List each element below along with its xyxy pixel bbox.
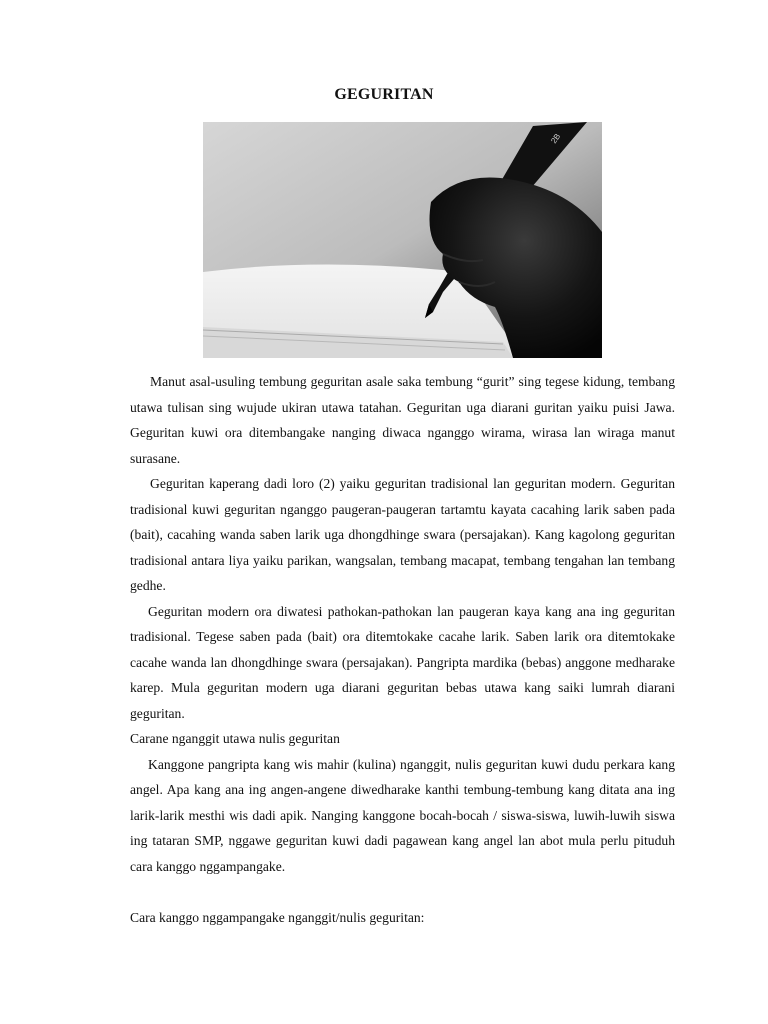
- pencil-label: 2B: [549, 131, 563, 146]
- document-body: [130, 369, 675, 930]
- paragraph-3: Geguritan modern ora diwatesi pathokan-pathokan lan paugeran kaya kang ana ing geguritan tradisional. Tegese saben pada (bait) ora ditemtokake cacahe larik. Saben larik ora ditemtokake cacahe wanda lan dhongdhinge swara (persajakan). Pangripta mardika (bebas) anggone medharake karep. Mula geguritan modern uga diarani geguritan bebas utawa kang saiki lumrah diarani geguritan.: [130, 603, 675, 721]
- document-title: GEGURITAN: [334, 86, 434, 103]
- section-heading-1: Carane nganggit utawa nulis geguritan: [130, 731, 340, 746]
- paragraph-1: Manut asal-usuling tembung geguritan asale saka tembung “gurit” sing tegese kidung, tembang utawa tulisan sing wujude ukiran utawa tatahan. Geguritan uga diarani guritan yaiku puisi Jawa. Geguritan kuwi ora ditembangake nanging diwaca nganggo wirama, wirasa lan wiraga manut surasane.: [130, 374, 675, 466]
- writing-hand-photo: [203, 122, 602, 358]
- section-heading-2: Cara kanggo nggampangake nganggit/nulis geguritan:: [130, 909, 425, 925]
- writing-hand-illustration: [203, 122, 602, 358]
- blank-line: [130, 879, 675, 905]
- paragraph-4: Kanggone pangripta kang wis mahir (kulina) nganggit, nulis geguritan kuwi dudu perkara kang angel. Apa kang ana ing angen-angene diwedharake kanthi tembung-tembung kang ditata ana ing larik-larik mesthi wis dadi apik. Nanging kanggone bocah-bocah / siswa-siswa, luwih-luwih siswa ing tataran SMP, nggawe geguritan kuwi dadi pagawean kang angel lan abot mula perlu pituduh cara kanggo nggampangake.: [130, 756, 675, 874]
- paragraph-2: Geguritan kaperang dadi loro (2) yaiku geguritan tradisional lan geguritan modern. Geguritan tradisional kuwi geguritan nganggo paugeran-paugeran tartamtu kayata cacahing larik saben pada (bait), cacahing wanda saben larik uga dhongdhinge swara (persajakan). Kang kagolong geguritan tradisional antara liya yaiku parikan, wangsalan, tembang macapat, tembang tengahan lan tembang gedhe.: [130, 476, 675, 593]
